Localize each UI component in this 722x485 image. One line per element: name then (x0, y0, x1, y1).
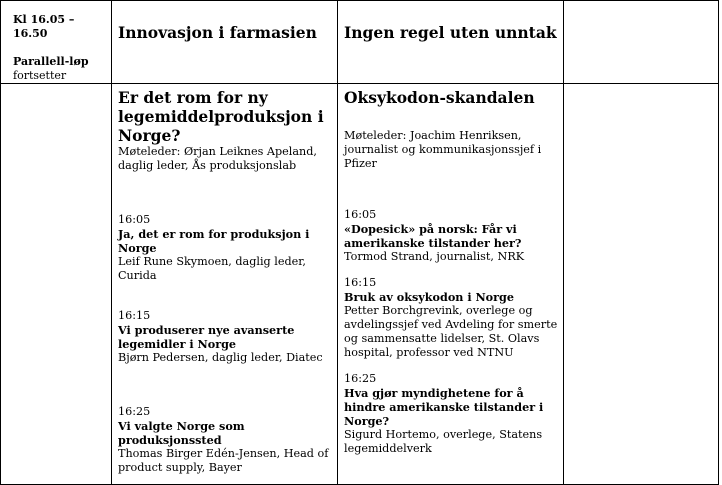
talk-1-1 (118, 213, 333, 283)
talk-speaker: Tormod Strand, journalist, NRK (344, 250, 525, 263)
talk-time: 16:05 (344, 208, 377, 221)
talk-2-2 (344, 276, 559, 360)
empty-session-cell (564, 84, 719, 485)
talk-title: Vi valgte Norge som produksjonssted (118, 419, 245, 447)
session-cell-2 (338, 84, 564, 485)
talk-1-3 (118, 405, 333, 475)
session-title-1: Er det rom for ny legemiddelproduksjon i Norge? (118, 88, 324, 145)
talk-time: 16:25 (118, 405, 151, 418)
talk-speaker: Petter Borchgrevink, overlege og avdelingssjef ved Avdeling for smerte og sammensatte lidelser, St. Olavs hospital, professor ved NTNU (344, 304, 558, 359)
time-slot: Kl 16.05 – 16.50 (13, 13, 75, 40)
talk-speaker: Thomas Birger Edén-Jensen, Head of product supply, Bayer (118, 447, 329, 474)
talk-speaker: Bjørn Pedersen, daglig leder, Diatec (118, 351, 323, 364)
talk-time: 16:05 (118, 213, 151, 226)
talk-1-2 (118, 309, 333, 365)
track-title-3 (564, 1, 718, 24)
track-title-1: Innovasjon i farmasien (118, 23, 317, 42)
talk-title: Vi produserer nye avanserte legemidler i Norge (118, 323, 295, 351)
talk-title: Hva gjør myndighetene for å hindre amerikanske tilstander i Norge? (344, 386, 544, 428)
track-header-1 (112, 1, 338, 84)
content-row (1, 84, 719, 485)
talk-time: 16:15 (344, 276, 377, 289)
talk-time: 16:25 (344, 372, 377, 385)
talk-2-3 (344, 372, 559, 456)
moderator-1: Møteleder: Ørjan Leiknes Apeland, daglig leder, Ås produksjonslab (118, 145, 317, 172)
talk-title: Bruk av oksykodon i Norge (344, 290, 514, 304)
talk-title: «Dopesick» på norsk: Får vi amerikanske tilstander her? (344, 222, 522, 250)
track-header-2 (338, 1, 564, 84)
empty-time-cell (1, 84, 112, 485)
parallel-info (1, 55, 111, 83)
talk-speaker: Sigurd Hortemo, overlege, Statens legemiddelverk (344, 428, 543, 455)
parallel-label: Parallell-løp (13, 55, 89, 68)
talk-2-1 (344, 208, 559, 264)
time-cell (1, 1, 112, 84)
parallel-note: fortsetter (13, 69, 67, 82)
session-title-2: Oksykodon-skandalen (344, 88, 535, 107)
header-row (1, 1, 719, 84)
session-cell-1 (112, 84, 338, 485)
talk-time: 16:15 (118, 309, 151, 322)
talk-speaker: Leif Rune Skymoen, daglig leder, Curida (118, 255, 306, 282)
talk-title: Ja, det er rom for produksjon i Norge (118, 227, 310, 255)
moderator-2: Møteleder: Joachim Henriksen, journalist og kommunikasjonssjef i Pfizer (344, 129, 542, 170)
track-title-2: Ingen regel uten unntak (344, 23, 557, 42)
track-header-3 (564, 1, 719, 84)
